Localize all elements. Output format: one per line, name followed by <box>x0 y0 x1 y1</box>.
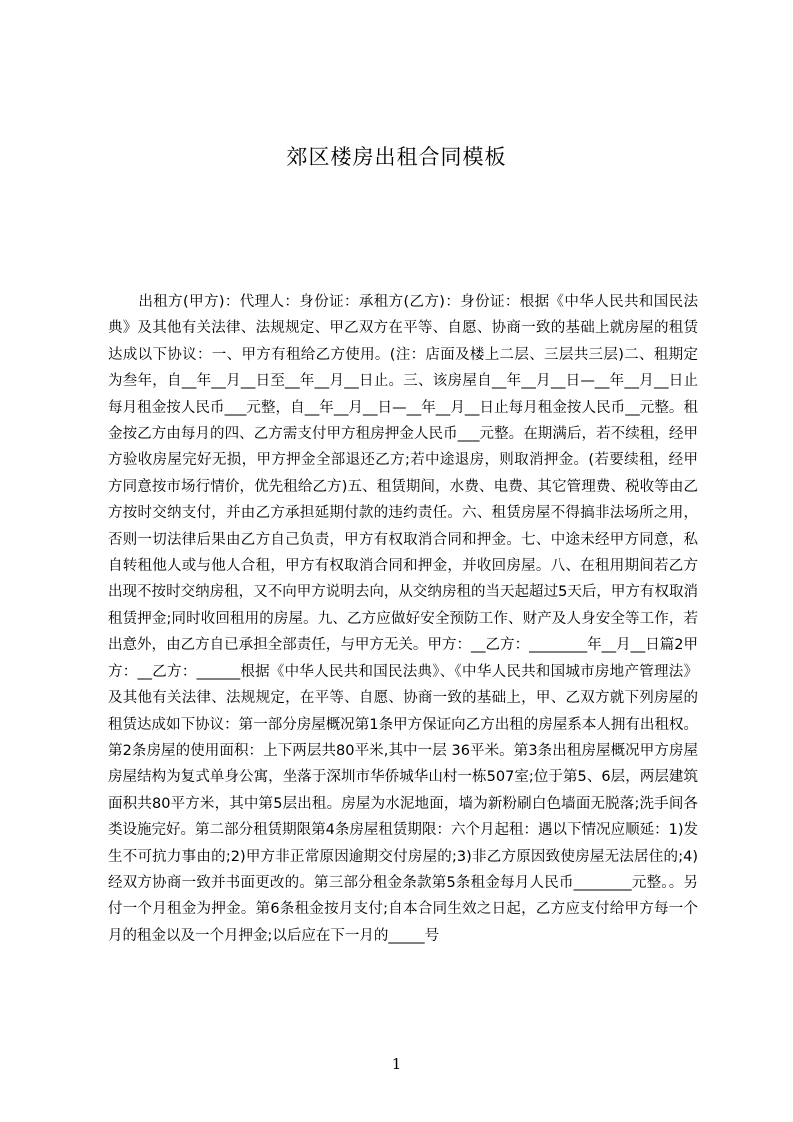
page-number: 1 <box>391 1055 402 1073</box>
body-paragraph: 出租方(甲方)：代理人：身份证：承租方(乙方)：身份证：根据《中华人民共和国民法典》及其他有关法律、法规规定、甲乙双方在平等、自愿、协商一致的基础上就房屋的租赁达成以下协议：一、甲方有租给乙方使用。(注：店面及楼上二层、三层共三层)二、租期定为叁年，自__年__月__日至__年__月__日止。三、该房屋自__年__月__日—__年__月__日止每月租金按人民币___元整，自__年__月__日—__年__月__日止每月租金按人民币__元整。租金按乙方由每月的四、乙方需支付甲方租房押金人民币___元整。在期满后，若不续租，经甲方验收房屋完好无损，甲方押金全部退还乙方;若中途退房，则取消押金。(若要续租，经甲方同意按市场行情价，优先租给乙方)五、租赁期间，水费、电费、其它管理费、税收等由乙方按时交纳支付，并由乙方承担延期付款的违约责任。六、租赁房屋不得搞非法场所之用，否则一切法律后果由乙方自己负责，甲方有权取消合同和押金。七、中途未经甲方同意，私自转租他人或与他人合租，甲方有权取消合同和押金，并收回房屋。八、在租用期间若乙方出现不按时交纳房租，又不向甲方说明去向，从交纳房租的当天起超过5天后，甲方有权取消租赁押金;同时收回租用的房屋。九、乙方应做好安全预防工作、财产及人身安全等工作，若出意外，由乙方自已承担全部责任，与甲方无关。甲方：__乙方：________年__月__日篇2甲方：__乙方：______根据《中华人民共和国民法典》、《中华人民共和国城市房地产管理法》及其他有关法律、法规规定，在平等、自愿、协商一致的基础上，甲、乙双方就下列房屋的租赁达成如下协议：第一部分房屋概况第1条甲方保证向乙方出租的房屋系本人拥有出租权。第2条房屋的使用面积：上下两层共80平米,其中一层 36平米。第3条出租房屋概况甲方房屋房屋结构为复式单身公寓，坐落于深圳市华侨城华山村一栋507室;位于第5、6层，两层建筑面积共80平方米，其中第5层出租。房屋为水泥地面，墙为新粉刷白色墙面无脱落;洗手间各类设施完好。第二部分租赁期限第4条房屋租赁期限：六个月起租：遇以下情况应顺延：1)发生不可抗力事由的;2)甲方非正常原因逾期交付房屋的;3)非乙方原因致使房屋无法居住的;4)经双方协商一致并书面更改的。第三部分租金条款第5条租金每月人民币________元整。。另付一个月租金为押金。第6条租金按月支付;自本合同生效之日起，乙方应支付给甲方每一个月的租金以及一个月押金;以后应在下一月的_____号 <box>108 294 698 944</box>
document-body <box>108 289 698 1054</box>
document-title: 郊区楼房出租合同模板 <box>286 145 507 169</box>
